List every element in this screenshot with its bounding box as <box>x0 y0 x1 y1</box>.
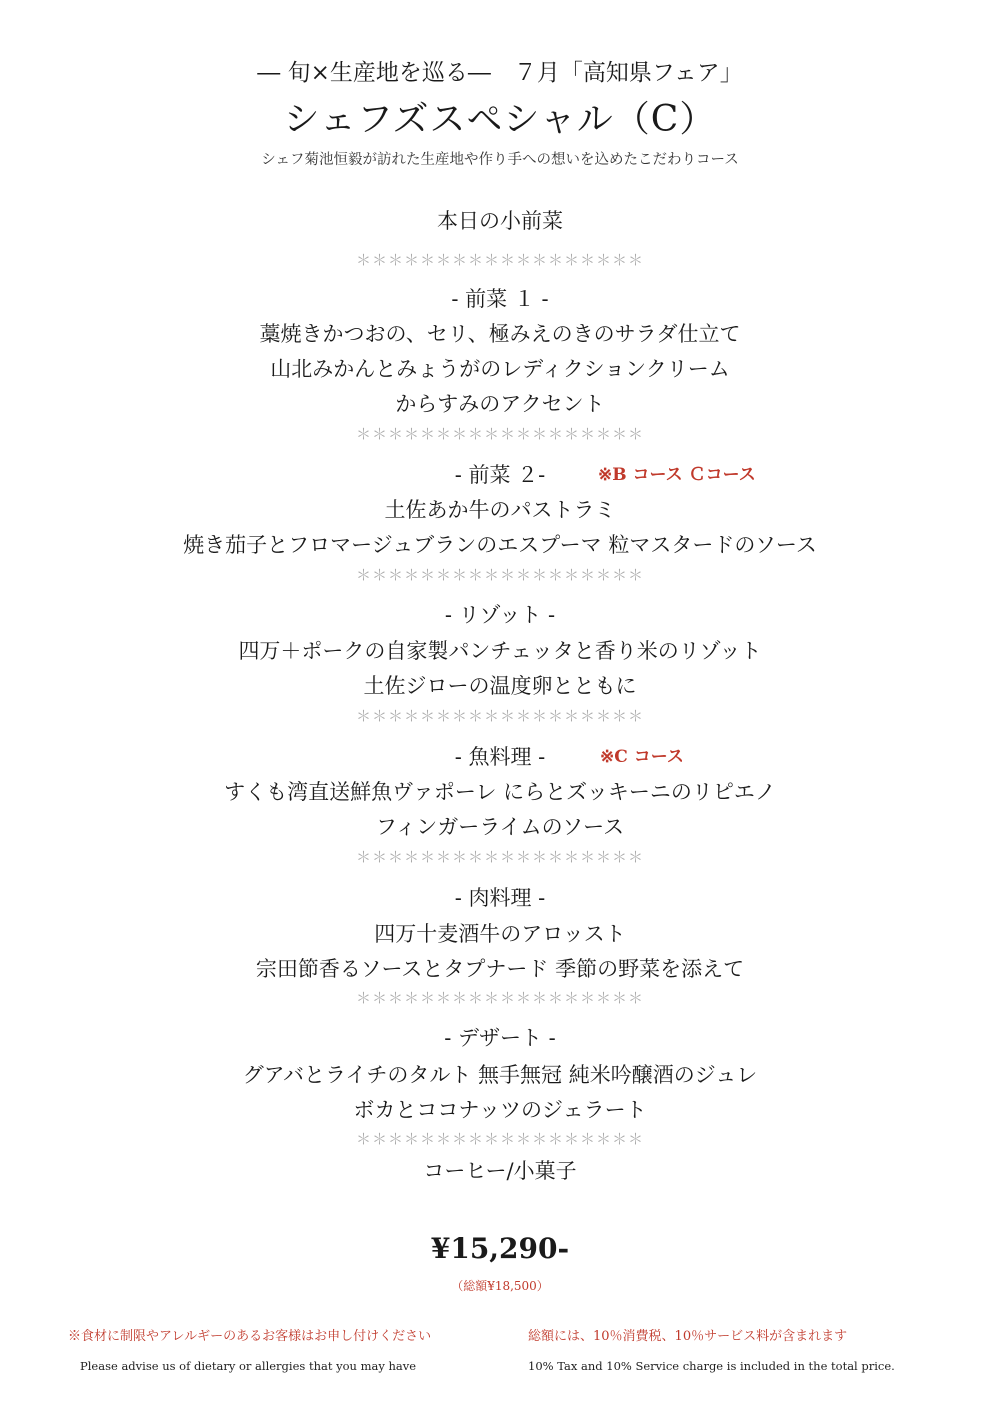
course-price: ¥15,290- <box>430 1232 570 1265</box>
fish-heading: - 魚料理 - <box>454 745 546 769</box>
tax-note-jp: 総額には、10％消費税、10％サービス料が含まれます <box>528 1329 848 1344</box>
fish-line-1: すくも湾直送鮮魚ヴァポーレ にらとズッキーニのリピエノ <box>224 780 776 804</box>
separator: ＊＊＊＊＊＊＊＊＊＊＊＊＊＊＊＊＊＊ <box>355 566 644 584</box>
separator: ＊＊＊＊＊＊＊＊＊＊＊＊＊＊＊＊＊＊ <box>355 989 644 1007</box>
appetizer1-line-2: 山北みかんとみょうがのレディクションクリーム <box>270 357 730 381</box>
meat-heading: - 肉料理 - <box>454 886 546 910</box>
allergy-note-jp: ※食材に制限やアレルギーのあるお客様はお申し付けください <box>68 1329 432 1344</box>
risotto-line-2: 土佐ジローの温度卵とともに <box>363 674 637 698</box>
risotto-heading: - リゾット - <box>444 603 556 627</box>
dessert-line-1: グアバとライチのタルト 無手無冠 純米吟醸酒のジュレ <box>242 1063 758 1087</box>
fish-course-note: ※C コース <box>600 747 684 767</box>
appetizer2-course-note: ※B コース Ｃコース <box>598 465 756 485</box>
separator: ＊＊＊＊＊＊＊＊＊＊＊＊＊＊＊＊＊＊ <box>355 848 644 866</box>
separator: ＊＊＊＊＊＊＊＊＊＊＊＊＊＊＊＊＊＊ <box>355 251 644 269</box>
appetizer1-heading: - 前菜 １ - <box>451 287 549 311</box>
separator: ＊＊＊＊＊＊＊＊＊＊＊＊＊＊＊＊＊＊ <box>355 707 644 725</box>
meat-line-2: 宗田節香るソースとタプナード 季節の野菜を添えて <box>255 957 745 981</box>
separator: ＊＊＊＊＊＊＊＊＊＊＊＊＊＊＊＊＊＊ <box>355 1130 644 1148</box>
dessert-line-2: ボカとココナッツのジェラート <box>353 1098 647 1122</box>
meat-line-1: 四万十麦酒牛のアロッスト <box>374 922 626 946</box>
allergy-note-en: Please advise us of dietary or allergies that you may have <box>80 1359 417 1373</box>
amuse-item: 本日の小前菜 <box>437 209 563 233</box>
coffee-item: コーヒー/小菓子 <box>423 1159 577 1183</box>
total-price: （総額¥18,500） <box>451 1279 549 1293</box>
appetizer2-line-2: 焼き茄子とフロマージュブランのエスプーマ 粒マスタードのソース <box>183 533 817 557</box>
course-title: シェフズスペシャル（C） <box>283 99 717 140</box>
tax-note-en: 10% Tax and 10% Service charge is included in the total price. <box>528 1359 895 1373</box>
course-subtitle: シェフ菊池恒毅が訪れた生産地や作り手への想いを込めたこだわりコース <box>261 152 739 168</box>
risotto-line-1: 四万＋ポークの自家製パンチェッタと香り米のリゾット <box>238 639 762 663</box>
appetizer1-line-1: 藁焼きかつおの、セリ、極みえのきのサラダ仕立て <box>259 322 741 346</box>
appetizer2-heading: - 前菜 ２- <box>454 463 546 487</box>
appetizer2-line-1: 土佐あか牛のパストラミ <box>384 498 616 522</box>
dessert-heading: - デザート - <box>444 1026 556 1050</box>
separator: ＊＊＊＊＊＊＊＊＊＊＊＊＊＊＊＊＊＊ <box>355 425 644 443</box>
appetizer1-line-3: からすみのアクセント <box>395 392 605 416</box>
fish-line-2: フィンガーライムのソース <box>375 815 625 839</box>
fair-banner: ― 旬×生産地を巡る― ７月「高知県フェア」 <box>257 60 743 86</box>
